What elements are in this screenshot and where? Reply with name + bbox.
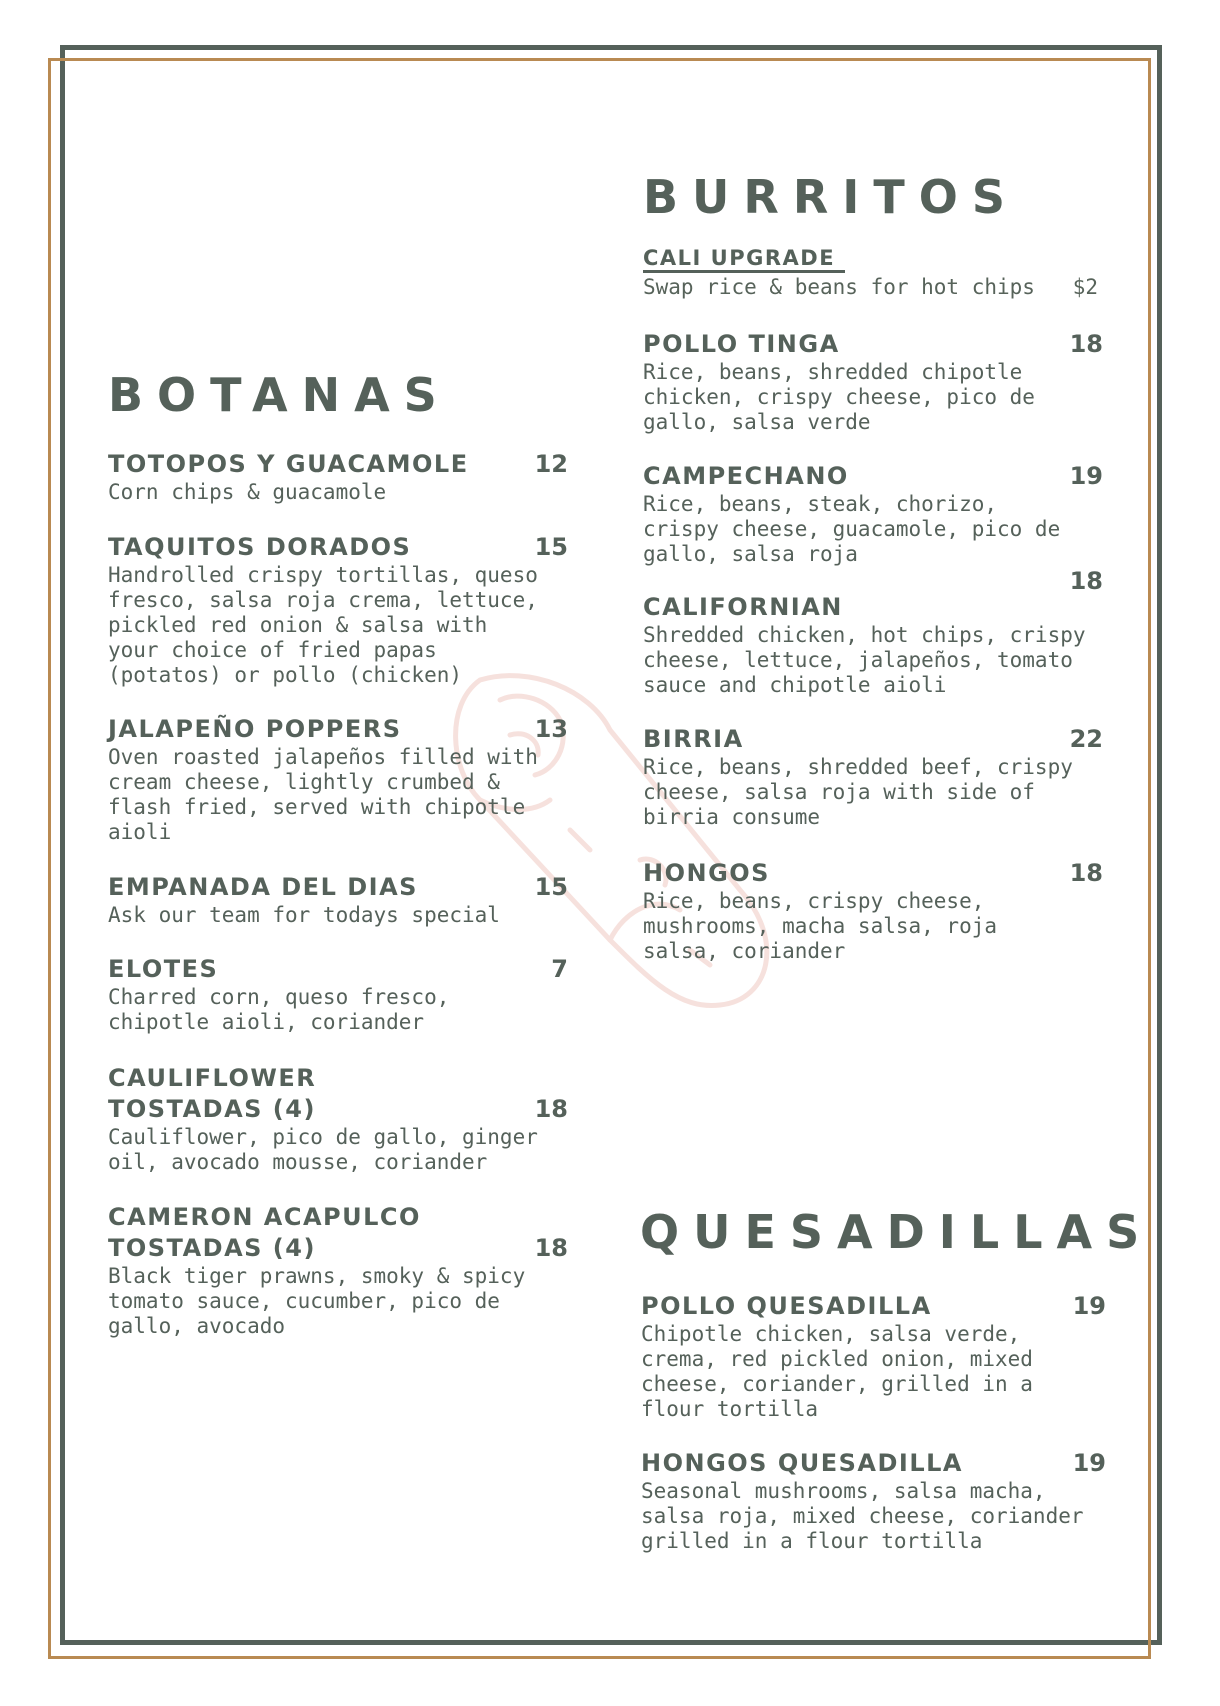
item-description: Chipotle chicken, salsa verde, crema, red pickled onion, mixed cheese, coriander, grilled in a flour tortilla — [641, 1322, 1033, 1421]
item-description: Shredded chicken, hot chips, crispy cheese, lettuce, jalapeños, tomato sauce and chipotle aioli — [643, 623, 1086, 697]
item-description: Charred corn, queso fresco, chipotle aioli, coriander — [108, 985, 450, 1034]
item-description: Corn chips & guacamole — [108, 480, 387, 504]
item-price: 15 — [534, 533, 568, 561]
item-name: TAQUITOS DORADOS — [108, 533, 412, 561]
menu-item-cameron-tostadas — [108, 1202, 568, 1339]
item-description: Black tiger prawns, smoky & spicy tomato sauce, cucumber, pico de gallo, avocado — [108, 1264, 526, 1338]
item-price: 18 — [1069, 330, 1103, 358]
menu-item-birria — [643, 724, 1103, 830]
item-price: 7 — [551, 955, 568, 983]
item-name: POLLO TINGA — [643, 330, 840, 358]
menu-item-pollo-quesadilla — [641, 1291, 1106, 1422]
item-name: POLLO QUESADILLA — [641, 1292, 932, 1320]
item-name: HONGOS QUESADILLA — [641, 1449, 963, 1477]
item-price: 19 — [1069, 462, 1103, 490]
item-description: Rice, beans, steak, chorizo, crispy cheese, guacamole, pico de gallo, salsa roja — [643, 492, 1061, 566]
item-price: 18 — [1069, 567, 1103, 595]
item-description: Cauliflower, pico de gallo, ginger oil, avocado mousse, coriander — [108, 1125, 538, 1174]
item-price: 19 — [1072, 1292, 1106, 1320]
item-price: 13 — [534, 715, 568, 743]
item-price: 12 — [534, 450, 568, 478]
item-description: Oven roasted jalapeños filled with cream cheese, lightly crumbed & flash fried, served with chipotle aioli — [108, 745, 538, 844]
menu-item-campechano — [643, 461, 1103, 567]
burritos-title: BURRITOS — [643, 170, 1019, 224]
menu-item-empanada — [108, 872, 568, 928]
item-price: 22 — [1069, 725, 1103, 753]
menu-item-pollo-tinga — [643, 329, 1103, 435]
item-description: Handrolled crispy tortillas, queso fresco, salsa roja crema, lettuce, pickled red onion & salsa with your choice of fried papas (potatos) or pollo (chicken) — [108, 563, 538, 687]
menu-item-cauliflower-tostadas — [108, 1063, 568, 1175]
item-price: 18 — [534, 1234, 568, 1262]
menu-item-totopos — [108, 449, 568, 505]
item-name: HONGOS — [643, 859, 770, 887]
menu-item-elotes — [108, 954, 568, 1035]
cali-upgrade — [643, 246, 1098, 301]
item-price: 19 — [1072, 1449, 1106, 1477]
item-name: EMPANADA DEL DIAS — [108, 873, 418, 901]
menu-item-jalapeno-poppers — [108, 714, 568, 845]
item-price: 18 — [534, 1095, 568, 1123]
item-name: BIRRIA — [643, 725, 744, 753]
item-price: 18 — [1069, 859, 1103, 887]
botanas-title: BOTANAS — [108, 368, 451, 422]
item-description: Rice, beans, shredded chipotle chicken, crispy cheese, pico de gallo, salsa verde — [643, 360, 1035, 434]
menu-item-californian — [643, 566, 1103, 698]
item-description: Ask our team for todays special — [108, 903, 500, 927]
upgrade-text: Swap rice & beans for hot chips — [643, 275, 1035, 299]
menu-item-hongos — [643, 858, 1103, 964]
item-name: JALAPEÑO POPPERS — [108, 715, 402, 743]
item-description: Rice, beans, crispy cheese, mushrooms, macha salsa, roja salsa, coriander — [643, 889, 998, 963]
item-name: CAMERON ACAPULCO TOSTADAS (4) — [108, 1203, 421, 1262]
menu-item-taquitos — [108, 532, 568, 688]
item-name: CALIFORNIAN — [643, 593, 843, 621]
upgrade-price: $2 — [1072, 275, 1098, 299]
item-name: CAULIFLOWER TOSTADAS (4) — [108, 1064, 317, 1123]
item-name: ELOTES — [108, 955, 219, 983]
item-description: Rice, beans, shredded beef, crispy cheese, salsa roja with side of birria consume — [643, 755, 1073, 829]
item-price: 15 — [534, 873, 568, 901]
item-description: Seasonal mushrooms, salsa macha, salsa roja, mixed cheese, coriander grilled in a flour tortilla — [641, 1479, 1084, 1553]
quesadillas-title: QUESADILLAS — [640, 1205, 1154, 1259]
item-name: TOTOPOS Y GUACAMOLE — [108, 450, 469, 478]
menu-item-hongos-quesadilla — [641, 1448, 1106, 1554]
item-name: CAMPECHANO — [643, 462, 849, 490]
upgrade-title: CALI UPGRADE — [643, 246, 845, 273]
